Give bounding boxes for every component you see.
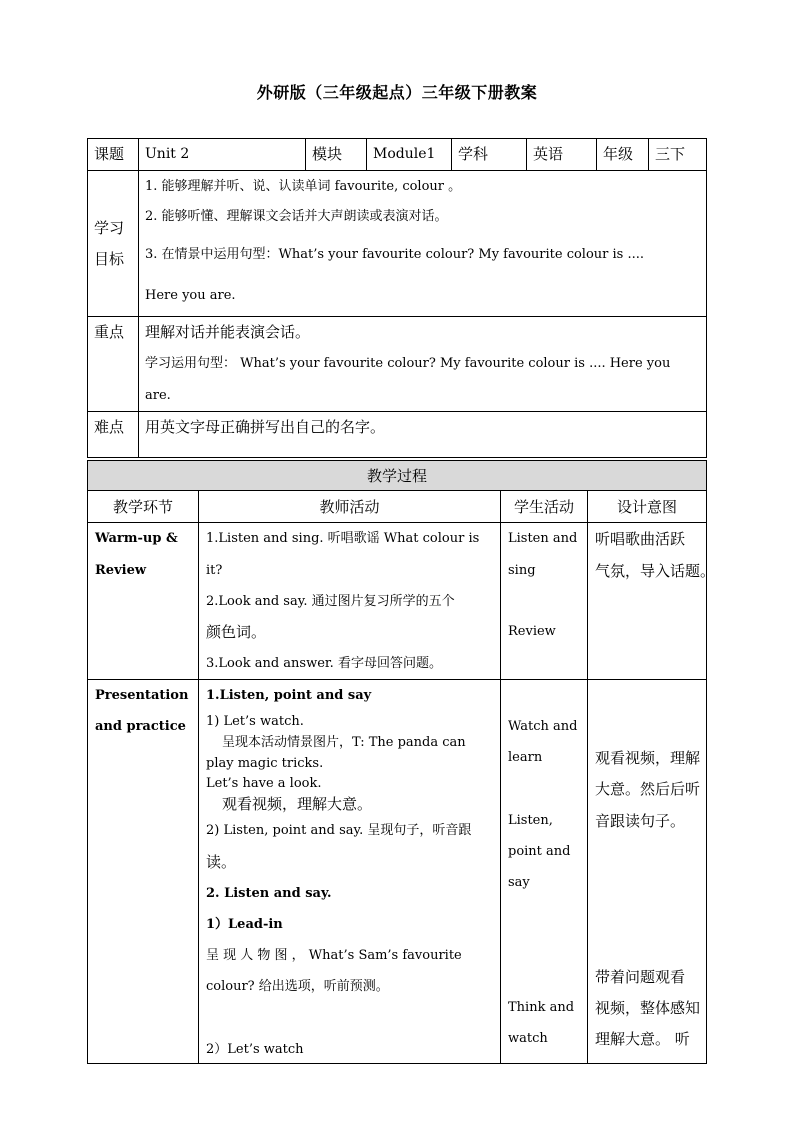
presentation-student-2a: Listen,: [508, 813, 553, 828]
presentation-heading-3: 1）Lead-in: [206, 917, 283, 932]
document-title: 外研版（三年级起点）三年级下册教案: [256, 83, 538, 102]
presentation-student-1a: Watch and: [508, 719, 578, 734]
presentation-teacher-b3: 2）Let’s watch: [206, 1042, 304, 1057]
key-line-3: are.: [145, 388, 171, 403]
presentation-student-2b: point and: [508, 844, 571, 859]
warmup-stage-2: Review: [95, 563, 147, 578]
presentation-heading-1: 1.Listen, point and say: [206, 688, 372, 703]
presentation-heading-2: 2. Listen and say.: [206, 886, 332, 901]
warmup-student-1b: sing: [508, 563, 536, 578]
presentation-stage-1: Presentation: [95, 688, 189, 703]
difficult-label: 难点: [94, 418, 125, 436]
presentation-purpose-1: 观看视频，理解: [595, 749, 701, 767]
presentation-student-3a: Think and: [508, 1000, 575, 1015]
warmup-teacher-2a: 2.Look and say. 通过图片复习所学的五个: [206, 594, 455, 609]
subject-value: 英语: [533, 145, 564, 163]
presentation-purpose-3: 音跟读句子。: [595, 812, 686, 830]
warmup-teacher-2b: 颜色词。: [206, 623, 267, 641]
presentation-teacher-a3: play magic tricks.: [206, 756, 324, 771]
topic-value: Unit 2: [145, 146, 190, 162]
process-heading: 教学过程: [366, 467, 427, 485]
col-teacher: 教师活动: [319, 498, 380, 516]
goal-line-4: Here you are.: [145, 288, 236, 303]
warmup-purpose-1: 听唱歌曲活跃: [595, 530, 686, 548]
goals-label-1: 学习: [94, 219, 125, 237]
goal-line-1: 1. 能够理解并听、说、认读单词 favourite, colour 。: [145, 179, 462, 194]
warmup-student-1a: Listen and: [508, 531, 578, 546]
presentation-student-3b: watch: [508, 1031, 548, 1046]
goal-line-2: 2. 能够听懂、理解课文会话并大声朗读或表演对话。: [145, 209, 448, 224]
difficult-text: 用英文字母正确拼写出自己的名字。: [145, 418, 386, 436]
presentation-stage-2: and practice: [95, 719, 186, 734]
presentation-teacher-b2: colour? 给出选项，听前预测。: [206, 979, 389, 994]
col-student: 学生活动: [513, 498, 574, 516]
presentation-teacher-a7: 读。: [206, 853, 237, 871]
warmup-teacher-1b: it?: [206, 563, 223, 578]
topic-label: 课题: [94, 145, 125, 163]
presentation-teacher-a5: 观看视频，理解大意。: [222, 795, 373, 813]
presentation-teacher-b1: 呈 现 人 物 图 ， What’s Sam’s favourite: [206, 948, 462, 963]
col-purpose: 设计意图: [616, 498, 677, 516]
warmup-teacher-3: 3.Look and answer. 看字母回答问题。: [206, 656, 442, 671]
goal-line-3: 3. 在情景中运用句型：What’s your favourite colour? My favourite colour is ....: [145, 247, 644, 262]
col-stage: 教学环节: [112, 498, 173, 516]
presentation-purpose-6: 理解大意。 听: [595, 1030, 690, 1048]
presentation-teacher-a4: Let’s have a look.: [206, 776, 322, 791]
warmup-stage-1: Warm-up &: [95, 531, 178, 546]
grade-label: 年级: [603, 145, 634, 163]
module-label: 模块: [312, 145, 343, 163]
subject-label: 学科: [458, 145, 489, 163]
presentation-purpose-2: 大意。然后后听: [595, 780, 701, 798]
key-line-2: 学习运用句型： What’s your favourite colour? My favourite colour is .... Here you: [145, 356, 671, 371]
presentation-student-1b: learn: [508, 750, 543, 765]
warmup-teacher-1a: 1.Listen and sing. 听唱歌谣 What colour is: [206, 531, 480, 546]
grade-value: 三下: [655, 145, 686, 163]
key-line-1: 理解对话并能表演会话。: [145, 323, 311, 341]
warmup-purpose-2: 气氛，导入话题。: [595, 562, 716, 580]
module-value: Module1: [373, 146, 436, 162]
presentation-student-2c: say: [508, 875, 530, 890]
presentation-teacher-a1: 1) Let’s watch.: [206, 714, 304, 729]
presentation-teacher-a2: 呈现本活动情景图片，T: The panda can: [222, 735, 466, 750]
warmup-student-2: Review: [508, 624, 556, 639]
key-label: 重点: [94, 323, 125, 341]
goals-label-2: 目标: [94, 250, 125, 268]
presentation-purpose-5: 视频，整体感知: [595, 999, 701, 1017]
presentation-teacher-a6: 2) Listen, point and say. 呈现句子，听音跟: [206, 823, 472, 838]
presentation-purpose-4: 带着问题观看: [595, 968, 686, 986]
